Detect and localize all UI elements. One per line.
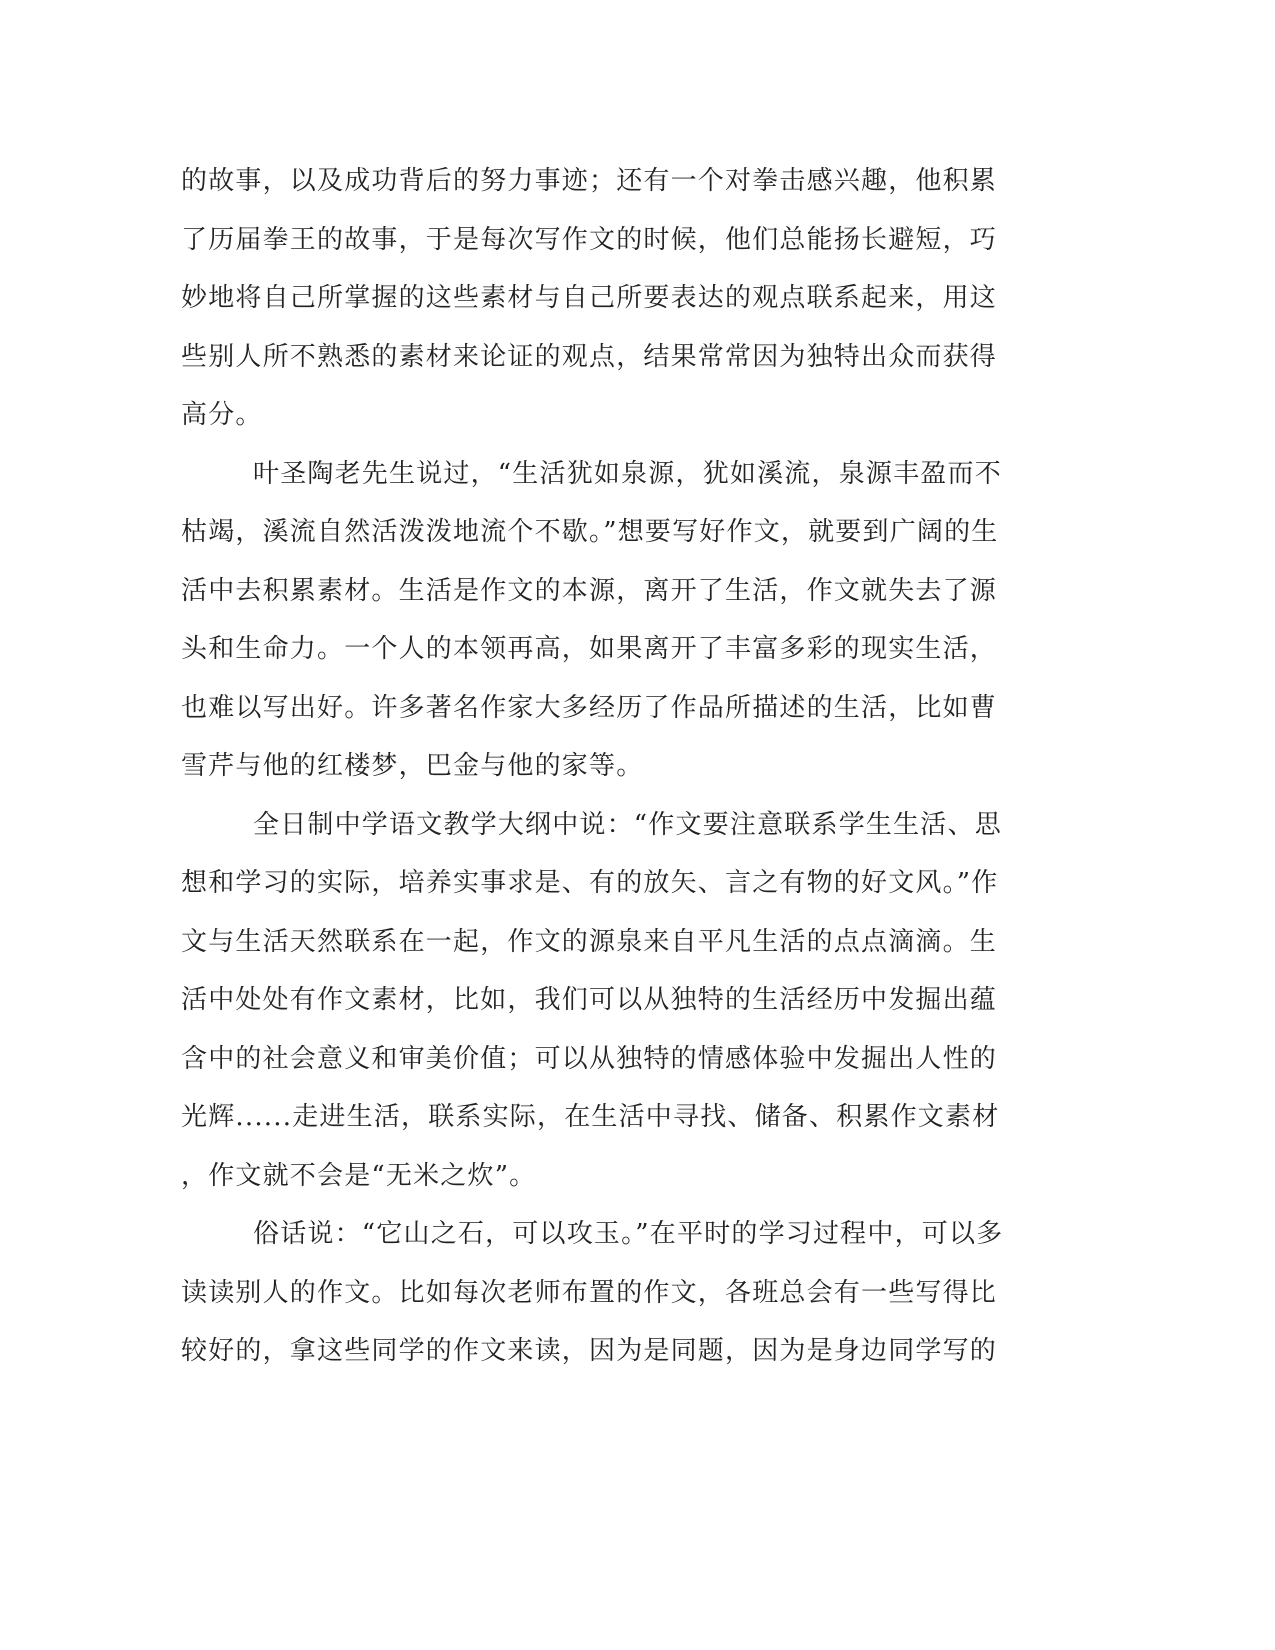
text-line: 较好的，拿这些同学的作文来读，因为是同题，因为是身边同学写的 [181, 1336, 998, 1366]
text-line: 活中处处有作文素材，比如，我们可以从独特的生活经历中发掘出蕴 [181, 985, 998, 1015]
paragraph-first-line: 俗话说：“它山之石，可以攻玉。”在平时的学习过程中，可以多 [253, 1219, 1004, 1249]
paragraph-first-line: 叶圣陶老先生说过，“生活犹如泉源，犹如溪流，泉源丰盈而不 [253, 458, 1002, 489]
text-line: 光辉......走进生活，联系实际，在生活中寻找、储备、积累作文素材 [181, 1102, 1000, 1132]
text-line: 了历届拳王的故事，于是每次写作文的时候，他们总能扬长避短，巧 [181, 224, 998, 255]
text-line: 头和生命力。一个人的本领再高，如果离开了丰富多彩的现实生活， [181, 634, 998, 664]
text-line: 高分。 [181, 400, 263, 430]
text-line: 含中的社会意义和审美价值；可以从独特的情感体验中发掘出人性的 [181, 1043, 998, 1074]
text-line: 妙地将自己所掌握的这些素材与自己所要表达的观点联系起来，用这 [181, 283, 998, 313]
text-line: 些别人所不熟悉的素材来论证的观点，结果常常因为独特出众而获得 [181, 341, 998, 372]
text-line: 雪芹与他的红楼梦，巴金与他的家等。 [181, 751, 644, 781]
document-body [181, 157, 1041, 1386]
text-line: 的故事，以及成功背后的努力事迹；还有一个对拳击感兴趣，他积累 [181, 166, 998, 196]
text-line: 想和学习的实际，培养实事求是、有的放矢、言之有物的好文风。”作 [181, 868, 999, 898]
text-line: 枯竭，溪流自然活泼泼地流个不歇。”想要写好作文，就要到广阔的生 [181, 517, 999, 547]
text-line: 活中去积累素材。生活是作文的本源，离开了生活，作文就失去了源 [181, 575, 998, 606]
text-line: 读读别人的作文。比如每次老师布置的作文，各班总会有一些写得比 [181, 1277, 998, 1308]
paragraph-first-line: 全日制中学语文教学大纲中说：“作文要注意联系学生生活、思 [253, 809, 1002, 840]
text-line: 文与生活天然联系在一起，作文的源泉来自平凡生活的点点滴滴。生 [181, 926, 998, 957]
text-line: ，作文就不会是“无米之炊”。 [181, 1160, 537, 1191]
text-line: 也难以写出好。许多著名作家大多经历了作品所描述的生活，比如曹 [181, 692, 998, 723]
